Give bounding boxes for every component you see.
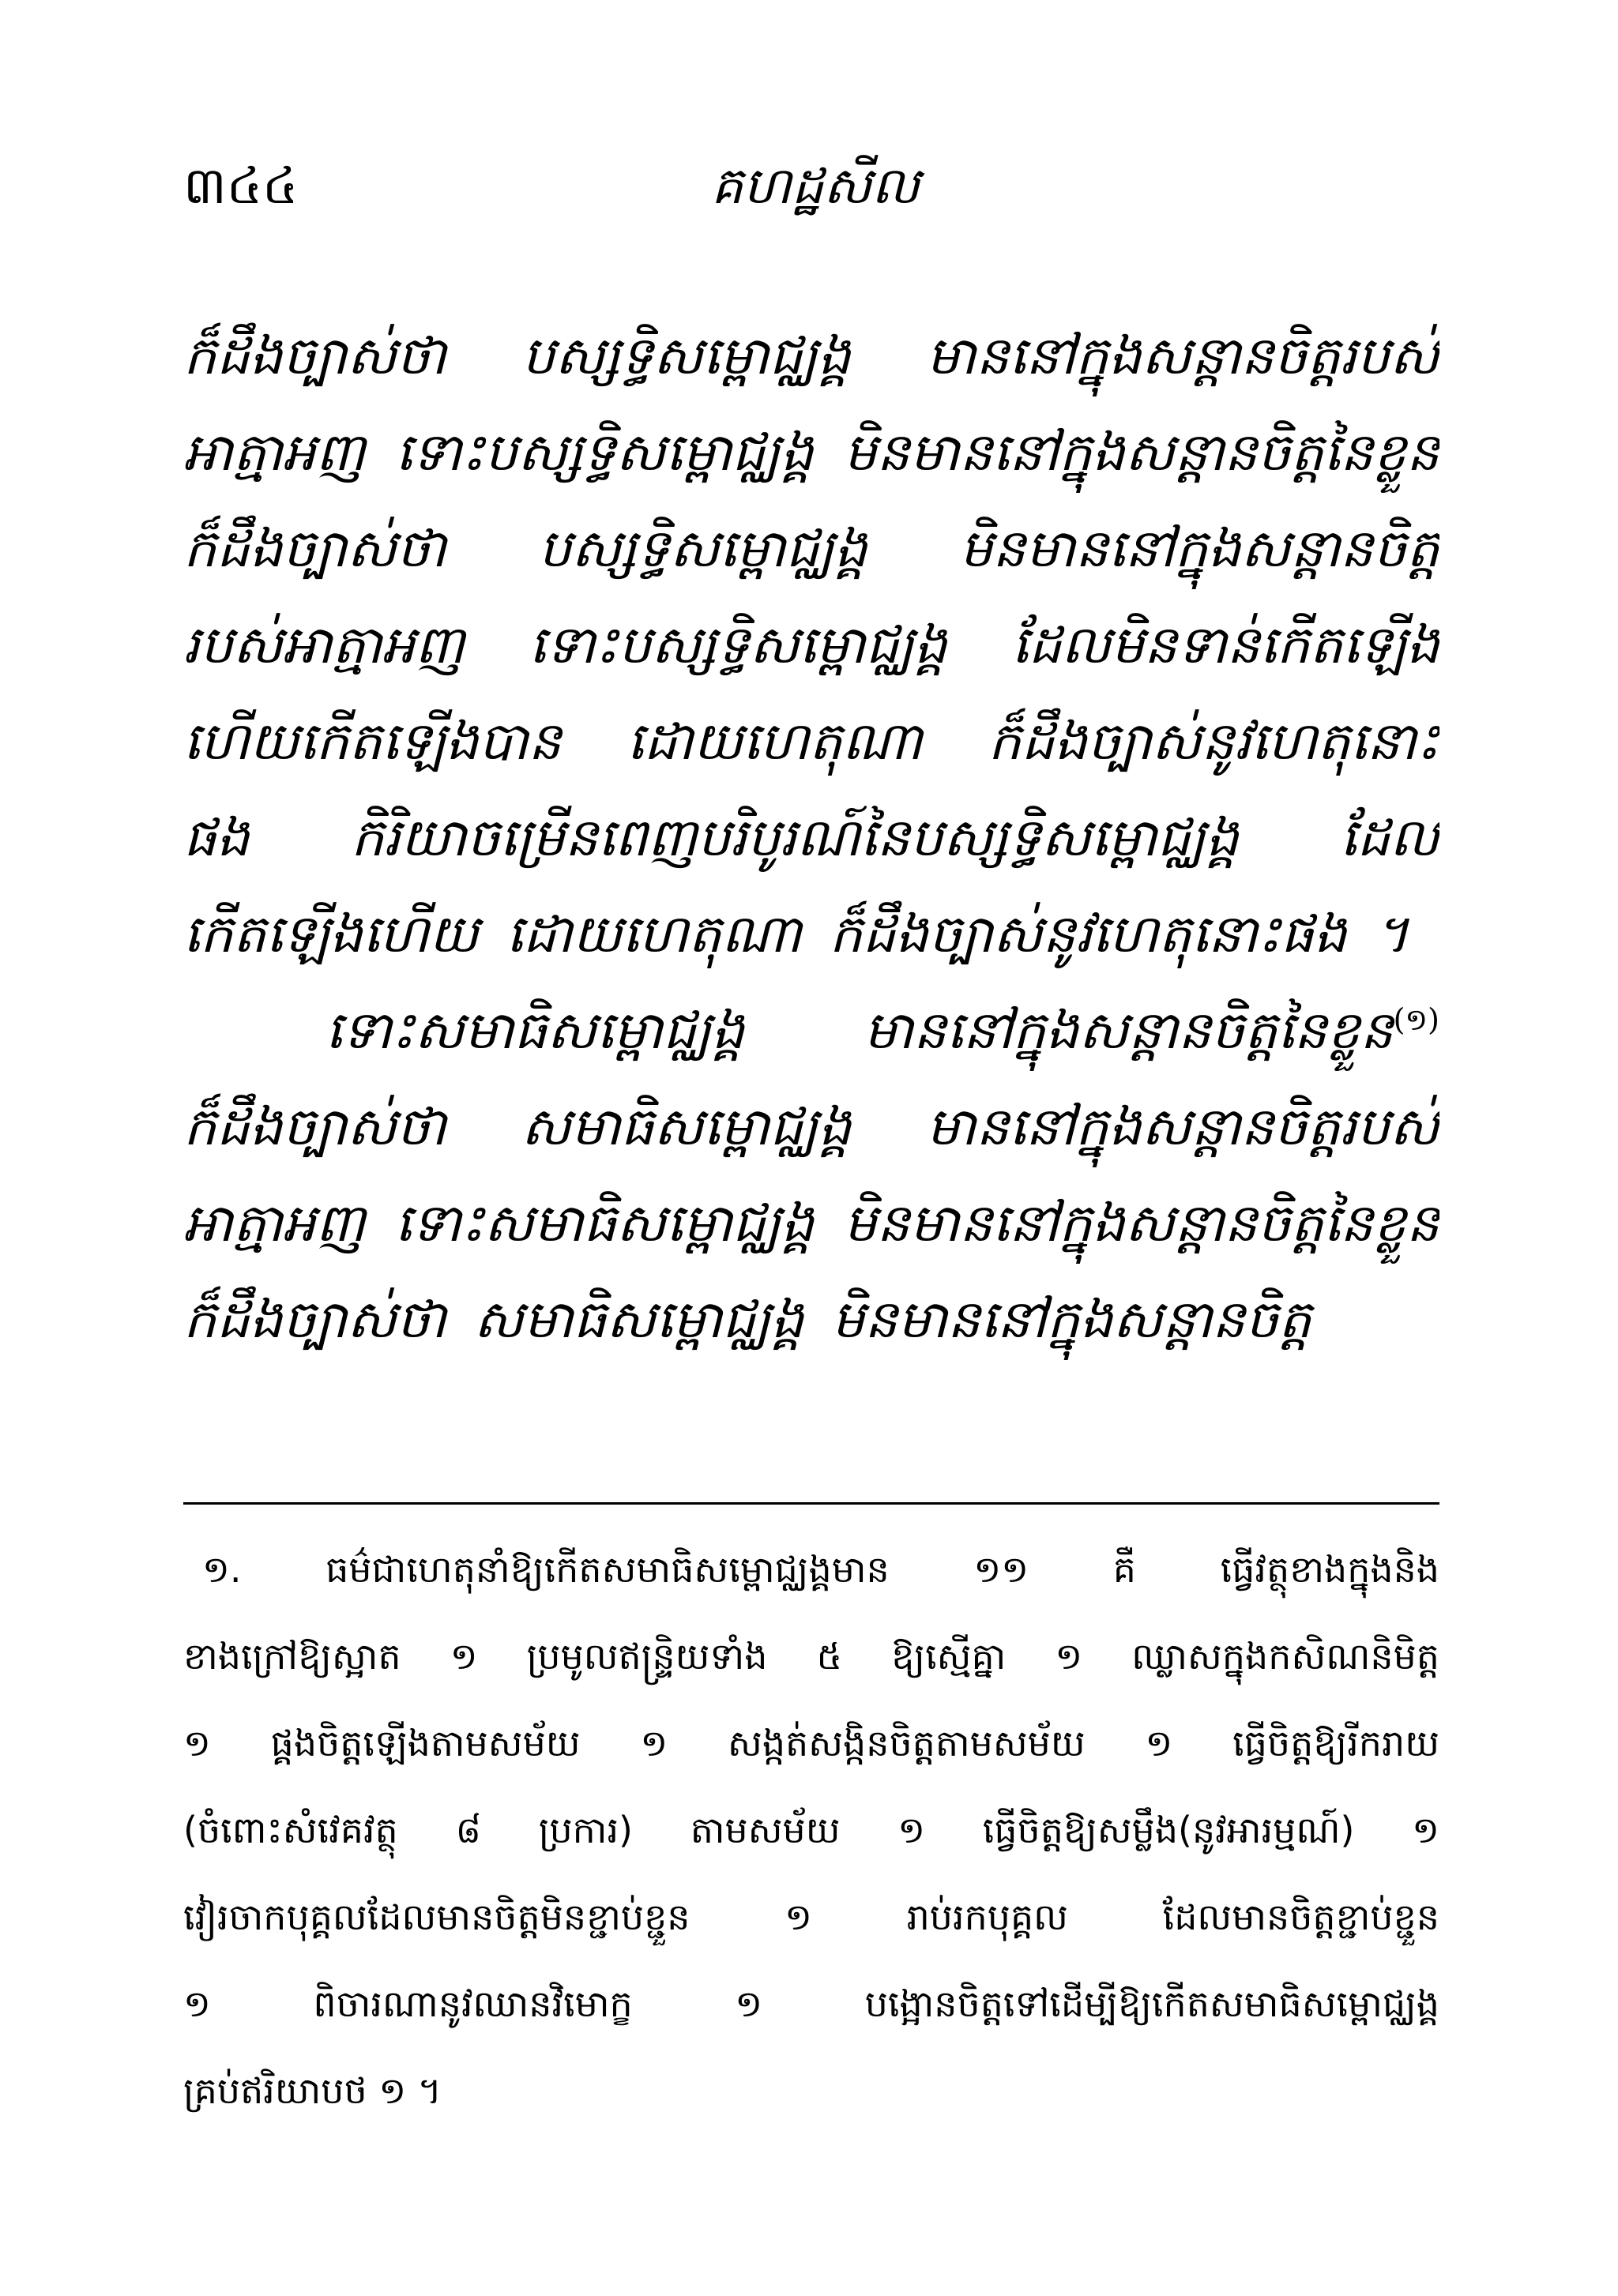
footnote-line: ខាងក្រៅឱ្យស្អាត ១ ប្រមូលឥន្ទ្រិយទាំង ៥ ឱ្យស្មើគ្នា ១ ឈ្លាសក្នុងកសិណនិមិត្ត	[183, 1635, 1439, 1678]
footnote-line: (ចំពោះសំវេគវត្ថុ ៨ ប្រការ) តាមសម័យ ១ ធ្វើចិត្តឱ្យសម្លឹង(នូវអារម្មណ៍) ១	[183, 1809, 1439, 1851]
running-title: គហដ្ឋសីល	[711, 157, 920, 216]
footnote	[183, 1526, 1439, 2134]
body-line-text: ទោះសមាធិសម្ពោជ្ឈង្គ មាននៅក្នុងសន្តានចិត្តនៃខ្លួន	[325, 1000, 1394, 1061]
body-line: ផង កិរិយាចម្រើនពេញបរិបូរណ៍នៃបស្សទ្ធិសម្ពោជ្ឈង្គ ដែល	[183, 807, 1439, 868]
body-line: ក៏ដឹងច្បាស់ថា សមាធិសម្ពោជ្ឈង្គ មិនមាននៅក្នុងសន្តានចិត្ត	[183, 1289, 1311, 1350]
footnote-line: វៀរចាកបុគ្គលដែលមានចិត្តមិនខ្ជាប់ខ្ជួន ១ រាប់រកបុគ្គល ដែលមានចិត្តខ្ជាប់ខ្ជួន	[183, 1896, 1439, 1938]
page-number: ៣៤៤	[183, 157, 299, 216]
footnote-line: គ្រប់ឥរិយាបថ ១ ។	[183, 2069, 442, 2112]
body-line-paragraph-start	[183, 983, 1439, 1079]
body-line: អាត្មាអញ ទោះបស្សទ្ធិសម្ពោជ្ឈង្គ មិនមាននៅក្នុងសន្តានចិត្តនៃខ្លួន	[183, 422, 1439, 483]
footnote-reference[interactable]: (១)	[1393, 1002, 1439, 1037]
footnote-line: ១ ផ្គងចិត្តឡើងតាមសម័យ ១ សង្កត់សង្កិនចិត្តតាមសម័យ ១ ធ្វើចិត្តឱ្យរីករាយ	[183, 1722, 1439, 1764]
body-line: របស់អាត្មាអញ ទោះបស្សទ្ធិសម្ពោជ្ឈង្គ ដែលមិនទាន់កើតឡើង	[183, 614, 1439, 675]
body-line: ក៏ដឹងច្បាស់ថា សមាធិសម្ពោជ្ឈង្គ មាននៅក្នុងសន្តានចិត្តរបស់	[183, 1096, 1439, 1157]
body-text	[183, 308, 1439, 1368]
footnote-separator	[183, 1502, 1439, 1505]
body-line: អាត្មាអញ ទោះសមាធិសម្ពោជ្ឈង្គ មិនមាននៅក្នុងសន្តានចិត្តនៃខ្លួន	[183, 1193, 1439, 1253]
body-line: កើតឡើងហើយ ដោយហេតុណា ក៏ដឹងច្បាស់នូវហេតុនោះផង ។	[183, 904, 1409, 964]
body-line: ក៏ដឹងច្បាស់ថា បស្សទ្ធិសម្ពោជ្ឈង្គ មិនមាននៅក្នុងសន្តានចិត្ត	[183, 518, 1439, 579]
body-line: ហើយកើតឡើងបាន ដោយហេតុណា ក៏ដឹងច្បាស់នូវហេតុនោះ	[183, 711, 1439, 772]
body-line: ក៏ដឹងច្បាស់ថា បស្សទ្ធិសម្ពោជ្ឈង្គ មាននៅក្នុងសន្តានចិត្តរបស់	[183, 325, 1439, 386]
footnote-line: ១. ធម៌ជាហេតុនាំឱ្យកើតសមាធិសម្ពោជ្ឈង្គមាន ១១ គឺ ធ្វើវត្ថុខាងក្នុងនិង	[202, 1548, 1439, 1591]
footnote-line: ១ ពិចារណានូវឈានវិមោក្ខ ១ បង្អោនចិត្តទៅដើម្បីឱ្យកើតសមាធិសម្ពោជ្ឈង្គ	[183, 1982, 1439, 2025]
